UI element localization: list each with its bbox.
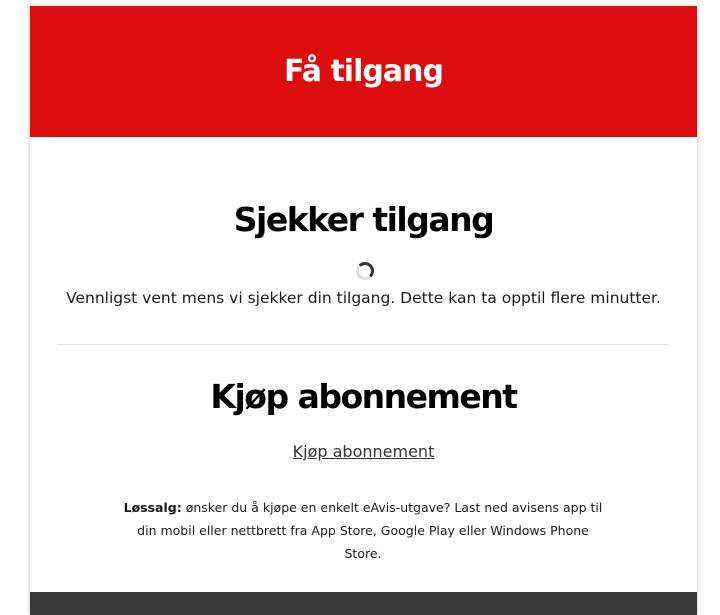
loose-sale-label: Løssalg: [123, 499, 182, 515]
footer-bar [30, 592, 697, 615]
buy-subscription-title: Kjøp abonnement [210, 377, 517, 416]
loose-sale-text: ønsker du å kjøpe en enkelt eAvis-utgave? Last ned avisens app til din mobil eller nettbrett fra App Store, Google Play eller Windows Phone Store. [137, 499, 603, 561]
checking-message: Vennligst vent mens vi sjekker din tilgang. Dette kan ta opptil flere minutter. [66, 289, 661, 307]
checking-access-title: Sjekker tilgang [233, 200, 494, 239]
section-divider [57, 344, 669, 345]
header-title: Få tilgang [284, 54, 443, 89]
loading-spinner-icon [356, 262, 374, 280]
loose-sale-info [118, 496, 608, 565]
access-card [30, 6, 697, 615]
buy-subscription-link-wrapper [30, 442, 697, 461]
header-banner [30, 6, 697, 137]
buy-subscription-link[interactable]: Kjøp abonnement [292, 442, 435, 461]
